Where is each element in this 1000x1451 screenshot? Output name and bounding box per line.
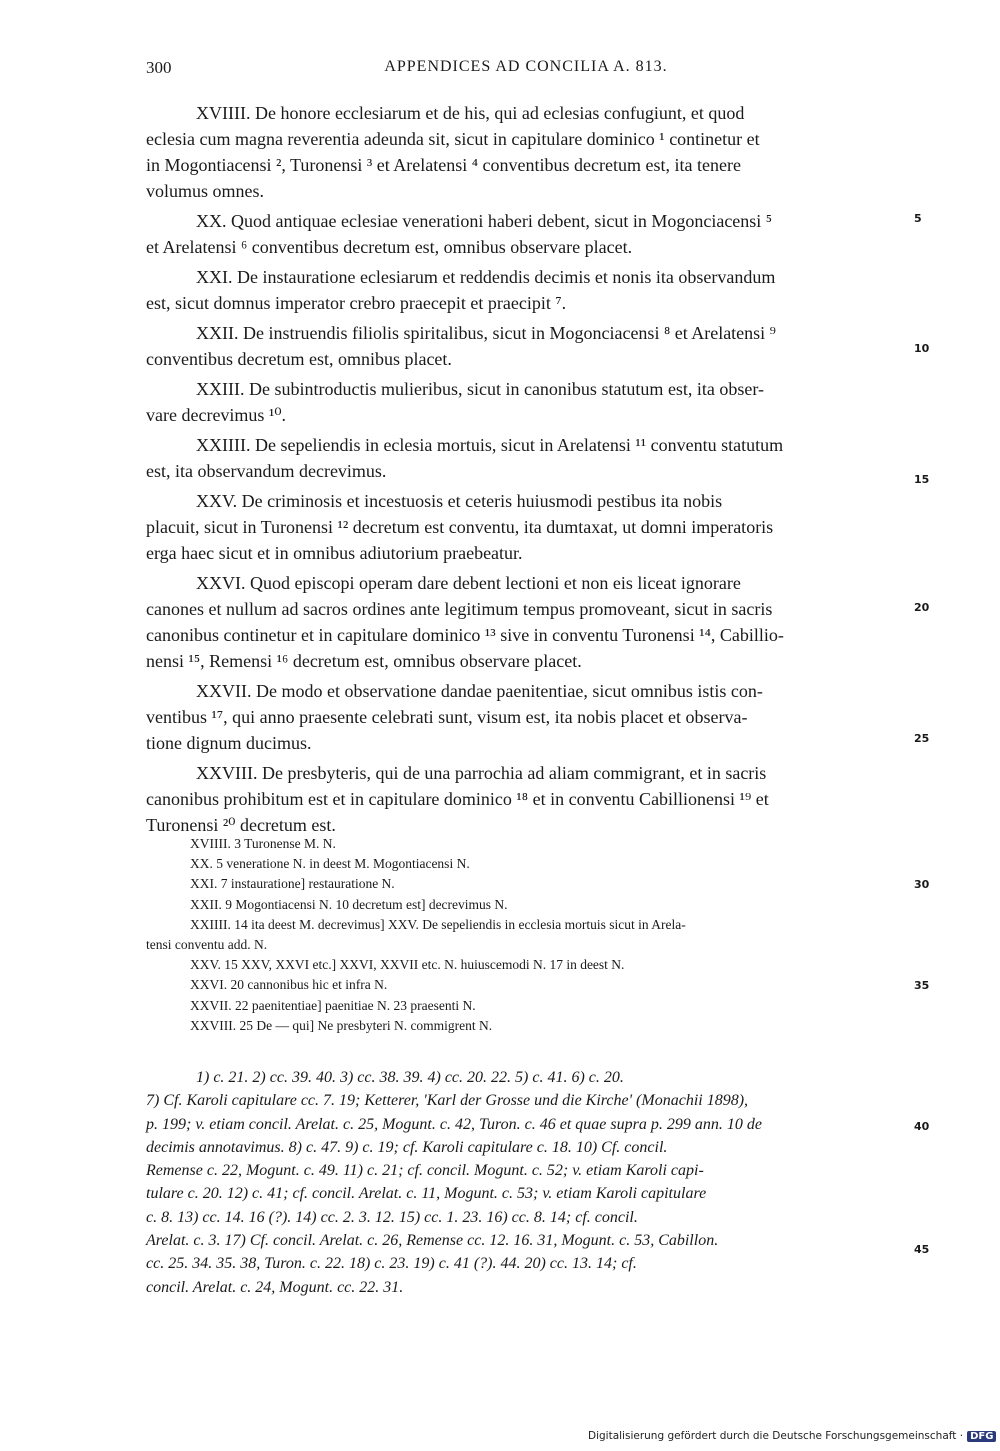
variant-line: XXI. 7 instauratione] restauratione N. — [190, 876, 395, 892]
footnote-line: tulare c. 20. 12) c. 41; cf. concil. Arelat. c. 11, Mogunt. c. 53; v. etiam Karoli capitulare — [146, 1185, 707, 1203]
text-line: est, sicut domnus imperator crebro praecepit et praecipit ⁷. — [146, 293, 567, 313]
footnote-line: p. 199; v. etiam concil. Arelat. c. 25, Mogunt. c. 42, Turon. c. 46 et quae supra p. 299 ann. 10 de — [146, 1115, 762, 1133]
text-line: canones et nullum ad sacros ordines ante legitimum tempus promoveant, sicut in sacris — [146, 599, 773, 619]
variant-line: XXV. 15 XXV, XXVI etc.] XXVI, XXVII etc. N. huiuscemodi N. 17 in deest N. — [190, 957, 625, 973]
text-line: Turonensi ²⁰ decretum est. — [146, 815, 336, 835]
variant-line: XXVIII. 25 De — qui] Ne presbyteri N. commigrent N. — [190, 1017, 493, 1033]
main-text — [146, 100, 908, 842]
chapter-xxvi — [146, 570, 908, 674]
chapter-xxiiii — [146, 432, 908, 484]
dfg-logo: DFG — [967, 1431, 996, 1442]
chapter-xxvii — [146, 678, 908, 756]
chapter-xxiii — [146, 376, 908, 428]
variant-line: XX. 5 veneratione N. in deest M. Mogontiacensi N. — [190, 856, 470, 872]
text-line: vare decrevimus ¹⁰. — [146, 405, 287, 425]
chapter-xviiii — [146, 100, 908, 204]
chapter-xxi — [146, 264, 908, 316]
footer-text: Digitalisierung gefördert durch die Deutsche Forschungsgemeinschaft · — [588, 1430, 964, 1442]
margin-line-number: 10 — [914, 342, 930, 355]
chapter-xxii — [146, 320, 908, 372]
footnote-line: cc. 25. 34. 35. 38, Turon. c. 22. 18) c. 23. 19) c. 41 (?). 44. 20) cc. 13. 14; cf. — [146, 1255, 637, 1273]
text-line: canonibus prohibitum est et in capitulare dominico ¹⁸ et in conventu Cabillionensi ¹⁹ et — [146, 789, 769, 809]
digitization-footer — [588, 1430, 996, 1448]
running-header — [146, 58, 906, 84]
page-number: 300 — [146, 58, 172, 77]
text-line: XXIIII. De sepeliendis in eclesia mortuis, sicut in Arelatensi ¹¹ conventu statutum — [196, 435, 784, 455]
footnote-line: concil. Arelat. c. 24, Mogunt. cc. 22. 31. — [146, 1278, 404, 1296]
footnote-line: Arelat. c. 3. 17) Cf. concil. Arelat. c. 26, Remense cc. 12. 16. 31, Mogunt. c. 53, Cabillon. — [146, 1232, 719, 1250]
variant-line: XXVI. 20 cannonibus hic et infra N. — [190, 977, 388, 993]
chapter-xxv — [146, 488, 908, 566]
text-line: XXV. De criminosis et incestuosis et ceteris huiusmodi pestibus ita nobis — [196, 491, 723, 511]
margin-line-number: 45 — [914, 1243, 930, 1256]
text-line: XXIII. De subintroductis mulieribus, sicut in canonibus statutum est, ita obser- — [196, 379, 765, 399]
running-title: APPENDICES AD CONCILIA A. 813. — [384, 58, 668, 75]
margin-line-number: 20 — [914, 601, 930, 614]
margin-line-number: 25 — [914, 732, 930, 745]
text-line: tione dignum ducimus. — [146, 733, 312, 753]
text-line: placuit, sicut in Turonensi ¹² decretum est conventu, ita dumtaxat, ut domni imperatoris — [146, 517, 774, 537]
text-line: XXVIII. De presbyteris, qui de una parrochia ad aliam commigrant, et in sacris — [196, 763, 767, 783]
variant-line: XVIIII. 3 Turonense M. N. — [190, 836, 336, 851]
footnote-line: Remense c. 22, Mogunt. c. 49. 11) c. 21; cf. concil. Mogunt. c. 52; v. etiam Karoli capi- — [146, 1162, 704, 1180]
text-line: XXI. De instauratione eclesiarum et reddendis decimis et nonis ita observandum — [196, 267, 776, 287]
text-line: XX. Quod antiquae eclesiae venerationi haberi debent, sicut in Mogonciacensi ⁵ — [196, 211, 773, 231]
footnote-line: 7) Cf. Karoli capitulare cc. 7. 19; Ketterer, 'Karl der Grosse und die Kirche' (Monachii 1898), — [146, 1092, 749, 1110]
text-line: XXII. De instruendis filiolis spiritalibus, sicut in Mogonciacensi ⁸ et Arelatensi ⁹ — [196, 323, 776, 343]
margin-line-number: 30 — [914, 878, 930, 891]
text-line: est, ita observandum decrevimus. — [146, 461, 387, 481]
text-line: XVIIII. De honore ecclesiarum et de his, qui ad eclesias confugiunt, et quod — [196, 103, 745, 123]
footnote-line: c. 8. 13) cc. 14. 16 (?). 14) cc. 2. 3. 12. 15) cc. 1. 23. 16) cc. 8. 14; cf. concil. — [146, 1208, 638, 1226]
margin-line-number: 35 — [914, 979, 930, 992]
variant-readings — [146, 834, 908, 1036]
text-line: ventibus ¹⁷, qui anno praesente celebrati sunt, visum est, ita nobis placet et observa- — [146, 707, 748, 727]
text-line: conventibus decretum est, omnibus placet. — [146, 349, 452, 369]
footnotes — [146, 1066, 908, 1299]
text-line: erga haec sicut et in omnibus adiutorium praebeatur. — [146, 543, 523, 563]
variant-line: XXVII. 22 paenitentiae] paenitiae N. 23 praesenti N. — [190, 997, 476, 1013]
text-line: in Mogontiacensi ², Turonensi ³ et Arelatensi ⁴ conventibus decretum est, ita tenere — [146, 155, 741, 175]
text-line: canonibus continetur et in capitulare dominico ¹³ sive in conventu Turonensi ¹⁴, Cabillio- — [146, 625, 784, 645]
margin-line-number: 15 — [914, 473, 930, 486]
variant-line: XXII. 9 Mogontiacensi N. 10 decretum est] decrevimus N. — [190, 896, 508, 912]
margin-line-number: 40 — [914, 1120, 930, 1133]
chapter-xx — [146, 208, 908, 260]
variant-line: tensi conventu add. N. — [146, 937, 268, 953]
footnote-line: decimis annotavimus. 8) c. 47. 9) c. 19; cf. Karoli capitulare c. 18. 10) Cf. concil. — [146, 1138, 668, 1156]
footnote-line: 1) c. 21. 2) cc. 39. 40. 3) cc. 38. 39. 4) cc. 20. 22. 5) c. 41. 6) c. 20. — [196, 1069, 624, 1086]
text-line: nensi ¹⁵, Remensi ¹⁶ decretum est, omnibus observare placet. — [146, 651, 582, 671]
text-line: eclesia cum magna reverentia adeunda sit, sicut in capitulare dominico ¹ continetur et — [146, 129, 760, 149]
text-line: XXVI. Quod episcopi operam dare debent lectioni et non eis liceat ignorare — [196, 573, 741, 593]
variant-line: XXIIII. 14 ita deest M. decrevimus] XXV. De sepeliendis in ecclesia mortuis sicut in Arela- — [190, 916, 686, 932]
text-line: et Arelatensi ⁶ conventibus decretum est, omnibus observare placet. — [146, 237, 633, 257]
text-line: volumus omnes. — [146, 181, 265, 201]
chapter-xxviii — [146, 760, 908, 838]
text-line: XXVII. De modo et observatione dandae paenitentiae, sicut omnibus istis con- — [196, 681, 763, 701]
margin-line-number: 5 — [914, 212, 922, 225]
